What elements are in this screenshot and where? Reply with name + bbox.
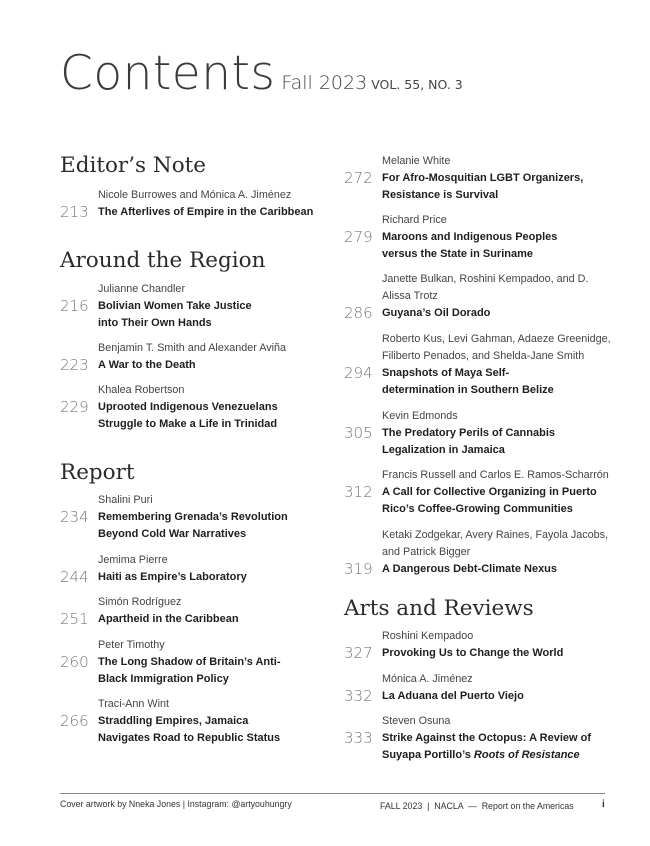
- entry-authors: Jemima Pierre: [98, 554, 168, 566]
- entry-page-number: 312: [344, 483, 373, 501]
- entry-title: Guyana’s Oil Dorado: [382, 307, 491, 319]
- entry-page-number: 213: [60, 203, 89, 221]
- toc-entry[interactable]: [60, 594, 239, 628]
- entry-authors: Richard Price: [382, 214, 447, 226]
- entry-authors: Julianne Chandler: [98, 283, 186, 295]
- entry-title: Provoking Us to Change the World: [382, 647, 564, 659]
- entry-page-number: 333: [344, 729, 373, 747]
- toc-entry[interactable]: [344, 271, 588, 322]
- entry-authors: Traci-Ann Wint: [98, 698, 169, 710]
- entry-authors: Benjamin T. Smith and Alexander Aviña: [98, 342, 287, 354]
- entry-authors: Melanie White: [382, 155, 451, 167]
- entry-page-number: 279: [344, 228, 373, 246]
- entry-title: Remembering Grenada’s Revolution: [98, 511, 288, 523]
- entry-title: Bolivian Women Take Justice: [98, 300, 252, 312]
- entry-authors: Roberto Kus, Levi Gahman, Adaeze Greenidge,: [382, 333, 611, 345]
- entry-title-italic: Roots of Resistance: [473, 749, 580, 761]
- section-title-around-region: Around the Region: [60, 248, 266, 273]
- entry-title-cont: Rico’s Coffee-Growing Communities: [382, 503, 573, 515]
- entry-title-cont: Beyond Cold War Narratives: [98, 528, 247, 540]
- entry-title-cont: determination in Southern Belize: [382, 384, 554, 396]
- toc-entry[interactable]: [344, 671, 524, 705]
- entry-page-number: 244: [60, 568, 89, 586]
- entry-authors: Francis Russell and Carlos E. Ramos-Scharrón: [382, 469, 609, 481]
- section-title-arts-reviews: Arts and Reviews: [344, 596, 534, 621]
- entry-title: A Call for Collective Organizing in Puerto: [382, 486, 597, 498]
- entry-title: A Dangerous Debt-Climate Nexus: [382, 563, 558, 575]
- volume-label: VOL. 55, NO. 3: [371, 77, 463, 92]
- section-title-report: Report: [60, 460, 135, 485]
- entry-authors: Peter Timothy: [98, 639, 165, 651]
- entry-page-number: 332: [344, 687, 373, 705]
- entry-page-number: 286: [344, 304, 373, 322]
- entry-authors: Shalini Puri: [98, 494, 153, 506]
- entry-title-cont: Black Immigration Policy: [98, 673, 229, 685]
- entry-authors: Kevin Edmonds: [382, 410, 458, 422]
- toc-entry[interactable]: [60, 340, 286, 374]
- toc-entry[interactable]: [344, 628, 563, 662]
- footer-rule: [60, 793, 605, 794]
- contents-header: [60, 46, 463, 101]
- toc-entry[interactable]: [344, 527, 608, 578]
- entry-title-cont: versus the State in Suriname: [382, 248, 533, 260]
- entry-authors: Nicole Burrowes and Mónica A. Jiménez: [98, 189, 292, 201]
- entry-title-prefix: Suyapa Portillo’s: [382, 749, 474, 761]
- entry-authors: Simón Rodríguez: [98, 596, 182, 608]
- entry-title: Maroons and Indigenous Peoples: [382, 231, 558, 243]
- entry-title: Straddling Empires, Jamaica: [98, 715, 249, 727]
- entry-title: Apartheid in the Caribbean: [98, 613, 239, 625]
- entry-authors-cont: Alissa Trotz: [382, 290, 438, 302]
- toc-entry[interactable]: [60, 187, 313, 221]
- entry-title: The Predatory Perils of Cannabis: [382, 427, 555, 439]
- entry-authors: Roshini Kempadoo: [382, 630, 474, 642]
- toc-entry[interactable]: [60, 281, 252, 332]
- entry-title: For Afro-Mosquitian LGBT Organizers,: [382, 172, 584, 184]
- entry-title-cont: [344, 747, 591, 764]
- entry-title: Haiti as Empire’s Laboratory: [98, 571, 247, 583]
- toc-entry[interactable]: [344, 467, 609, 518]
- entry-title-cont: into Their Own Hands: [98, 317, 212, 329]
- entry-authors: Mónica A. Jiménez: [382, 673, 473, 685]
- entry-title: The Long Shadow of Britain’s Anti-: [98, 656, 281, 668]
- entry-title: A War to the Death: [98, 359, 196, 371]
- entry-authors: Ketaki Zodgekar, Avery Raines, Fayola Jacobs,: [382, 529, 609, 541]
- entry-title-cont: Navigates Road to Republic Status: [98, 732, 281, 744]
- entry-page-number: 234: [60, 508, 89, 526]
- entry-title: Uprooted Indigenous Venezuelans: [98, 401, 278, 413]
- journal-footer: FALL 2023 | NACLA — Report on the Americas: [380, 801, 574, 811]
- entry-page-number: 251: [60, 610, 89, 628]
- entry-page-number: 260: [60, 653, 89, 671]
- toc-entry[interactable]: [344, 713, 591, 764]
- entry-page-number: 272: [344, 169, 373, 187]
- entry-page-number: 294: [344, 364, 373, 382]
- entry-authors: Janette Bulkan, Roshini Kempadoo, and D.: [382, 273, 589, 285]
- entry-page-number: 223: [60, 356, 89, 374]
- entry-title-cont: Struggle to Make a Life in Trinidad: [98, 418, 278, 430]
- entry-authors: Khalea Robertson: [98, 384, 185, 396]
- toc-entry[interactable]: [344, 408, 555, 459]
- entry-page-number: 305: [344, 424, 373, 442]
- issue-label: Fall 2023: [281, 72, 368, 94]
- entry-title: Strike Against the Octopus: A Review of: [382, 732, 592, 744]
- toc-entry[interactable]: [344, 153, 583, 204]
- entry-title-cont: Resistance is Survival: [382, 189, 499, 201]
- toc-entry[interactable]: [344, 331, 611, 399]
- entry-title: Snapshots of Maya Self-: [382, 367, 510, 379]
- entry-page-number: 216: [60, 297, 89, 315]
- entry-page-number: 327: [344, 644, 373, 662]
- toc-entry[interactable]: [60, 382, 278, 433]
- entry-authors-cont: and Patrick Bigger: [382, 546, 471, 558]
- entry-authors: Steven Osuna: [382, 715, 451, 727]
- folio-page-number: i: [602, 799, 605, 810]
- cover-credit: Cover artwork by Nneka Jones | Instagram: @artyouhungry: [60, 799, 292, 809]
- toc-entry[interactable]: [60, 696, 280, 747]
- entry-title: La Aduana del Puerto Viejo: [382, 690, 524, 702]
- entry-page-number: 266: [60, 712, 89, 730]
- entry-page-number: 229: [60, 398, 89, 416]
- section-title-editors-note: Editor’s Note: [60, 153, 207, 178]
- toc-entry[interactable]: [344, 212, 557, 263]
- entry-title-cont: Legalization in Jamaica: [382, 444, 505, 456]
- entry-authors-cont: Filiberto Penados, and Shelda-Jane Smith: [382, 350, 585, 362]
- toc-entry[interactable]: [60, 492, 288, 543]
- entry-title: The Afterlives of Empire in the Caribbean: [98, 206, 314, 218]
- toc-entry[interactable]: [60, 552, 247, 586]
- page-title: Contents: [60, 46, 276, 101]
- entry-page-number: 319: [344, 560, 373, 578]
- toc-entry[interactable]: [60, 637, 281, 688]
